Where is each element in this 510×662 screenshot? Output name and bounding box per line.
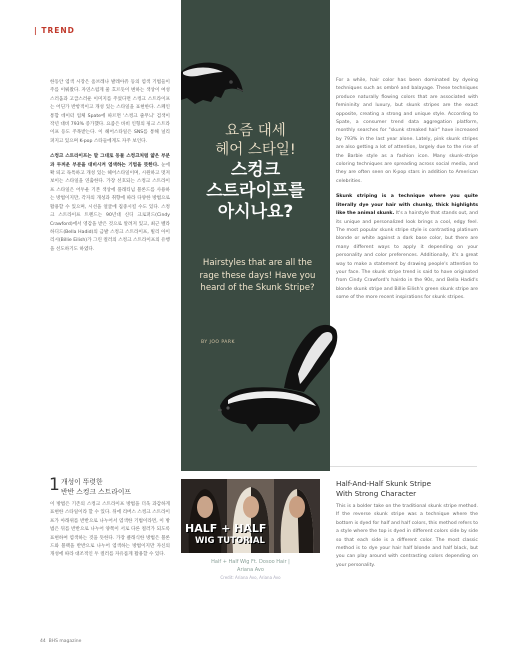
korean-bold-line-3: 아시나요? bbox=[217, 202, 294, 222]
photo-caption-line-1: Half + Half Wig Ft. Dosoo Hair | bbox=[211, 559, 290, 565]
korean-intro-paragraph-1: 한동안 염색 시장은 옴브레나 발레아쥬 등의 염색 기법들이 주를 이뤄왔다. 자연스럽게 물 흐르듯이 변하는 색상이 여성스러움과 고급스러운 이미지를 주었다면 스컹크 스트라이프는 어딘가 반항적이고 개성 있는 스타일을 표현한다. 스페인 통합 데이터 업체 Spate에 따르면 '스컹크 줄무늬' 검색이 작년 대비 793% 증가했다. 요즘은 바비 인형의 핑크 스트라이프 등도 주목받는다. 이 헤어스타일은 SNS를 통해 널리 퍼지고 있으며 K-pop 스타들에게도 자주 보인다. bbox=[50, 80, 170, 144]
korean-intro-lead: 스컹크 스트라이프는 말 그대로 동물 스컹크처럼 얇은 부분과 두꺼운 부분을 대비시켜 염색하는 기법을 뜻한다. bbox=[50, 154, 170, 168]
photo-overlay-subtitle: WIG TUTORIAL bbox=[195, 536, 265, 546]
section-body-korean-column bbox=[50, 501, 170, 560]
section-body-english-column bbox=[336, 503, 478, 570]
photo-caption-line-2: Ariana Avo bbox=[237, 567, 264, 573]
korean-bold-line-1: 스컹크 bbox=[230, 160, 281, 180]
page-number: 44 bbox=[40, 639, 46, 644]
korean-title-bold bbox=[188, 160, 323, 223]
english-intro-lead: Skunk striping is a technique where you quite literally dye your hair with chunky, thick highlights like the animal skunk. bbox=[336, 194, 478, 217]
korean-intro-paragraph-2 bbox=[50, 153, 170, 254]
magazine-name: BHS magazine bbox=[48, 639, 82, 644]
section-body-korean: 이 방법은 기존의 스컹크 스트라이프 방법을 더욱 과감하게 표현한 스타일이라 할 수 있다. 뒤에 리버스 스컹크 스트라이프가 아래위를 반반으로 나누어서 염색한 기법이라면, 이 방법은 뒤를 반반으로 나누어 양쪽이 서로 다른 컬러가 되도록 표현하여 염색하는 것을 뜻한다. 가장 클래식한 방법은 블론드와 블랙을 반반으로 나누어 염색하는 방법이지만 자신의 개성에 따라 대조적인 두 컬러를 자유롭게 활용할 수 있다. bbox=[50, 502, 170, 558]
photo-caption bbox=[181, 558, 320, 574]
page-footer bbox=[40, 639, 81, 644]
section-heading-korean-line-1: 개성이 뚜렷한 bbox=[61, 478, 103, 486]
section-heading-english-line-2: With Strong Character bbox=[336, 489, 417, 498]
section-number: 1 bbox=[49, 475, 60, 495]
english-title: Hairstyles that are all the rage these days! Have you heard of the Skunk Stripe? bbox=[199, 258, 316, 293]
korean-title-line-2: 헤어 스타일! bbox=[215, 142, 296, 158]
korean-bold-line-2: 스트라이프를 bbox=[206, 181, 305, 201]
section-heading-english-line-1: Half-And-Half Skunk Stripe bbox=[336, 479, 432, 488]
photo-overlay-title: HALF + HALF bbox=[185, 522, 267, 535]
english-intro-paragraph-2 bbox=[336, 193, 478, 302]
korean-title-line-1: 요즘 대세 bbox=[225, 123, 286, 139]
english-intro-paragraph-1: For a while, hair color has been dominated by dyeing techniques such as ombré and balayage. These techniques produce naturally flowing colors that are associated with femininity and luxury, but skunk stripes are the exact opposite, creating a strong and unique style. According to Spate, a consumer trend data aggregation platform, monthly searches for "skunk streaked hair" have increased by 793% in the last year alone. Lately, pink skunk stripes are also getting a lot of attention, largely due to the rise of the Barbie style as a fashion icon. Many skunk-stripe coloring techniques are spreading across social media, and they are often seen on K-pop stars in addition to American celebrities. bbox=[336, 78, 478, 184]
skunk-image-top bbox=[181, 58, 245, 108]
section-tag: | TREND bbox=[34, 26, 75, 35]
english-intro-body: It's a hairstyle that stands out, and its unique and personalized look brings a cool, edgy feel. The most popular skunk stripe style is contrasting platinum blonde or white against a dark base color, but there are many different ways to apply it depending on your personality and color preferences. Additionally, it's a great way to make a statement by drawing people's attention to your face. The skunk stripe trend is said to have originated from Cindy Crawford's hairdo in the 90s, and Bella Hadid's blonde skunk stripe and Billie Eilish's green skunk stripe are some of the more recent inspirations for skunk stripes. bbox=[336, 211, 478, 301]
section-heading-korean-line-2: 반반 스컹크 스트라이프 bbox=[61, 488, 131, 496]
section-body-english: This is a bolder take on the traditional skunk stripe method. If the reverse skunk stripe was a technique where the bottom is dyed for half and half colors, this method refers to a style where the top is dyed in different colors side by side so that each side is a different color. The most classic method is to dye your hair half blonde and half black, but you can play around with contrasting colors depending on your personality. bbox=[336, 504, 479, 568]
korean-intro-body: 눈에 확 띄고 독특하고 개성 있는 헤어스타일이며, 시원하고 멋져 보이는 스타일을 연출한다. 가장 선호되는 스컹크 스트라이프 스타일은 어두운 기본 색상에 플래티넘 블론드를 사용하는 방법이지만, 각자의 개성과 취향에 따라 다양한 방법으로 활용할 수 있으며, 시선을 얼굴에 집중시킬 수도 있다. 스컹크 스트라이프 트렌드는 90년대 신디 크로퍼드(Cindy Crawford)에서 영감을 받은 것으로 알려져 있고, 최근 벨라 하디드(Bella Hadid)의 금발 스컹크 스트라이프, 빌리 아이리시(Billie Eilish)가 그린 컬러의 스컹크 스트라이프의 유행을 선도하기도 하였다. bbox=[50, 162, 170, 252]
byline: BY JOO PARK bbox=[201, 340, 235, 345]
english-intro-column bbox=[336, 77, 478, 303]
photo-credit: Credit: Ariana Avo, Ariana Avo bbox=[220, 575, 281, 580]
korean-intro-column bbox=[50, 79, 170, 254]
section-heading-korean bbox=[61, 477, 131, 497]
skunk-image-bottom bbox=[214, 318, 342, 438]
korean-title bbox=[188, 122, 323, 160]
tutorial-photo bbox=[181, 479, 320, 553]
section-heading-english bbox=[336, 479, 431, 499]
column-divider bbox=[330, 466, 477, 467]
